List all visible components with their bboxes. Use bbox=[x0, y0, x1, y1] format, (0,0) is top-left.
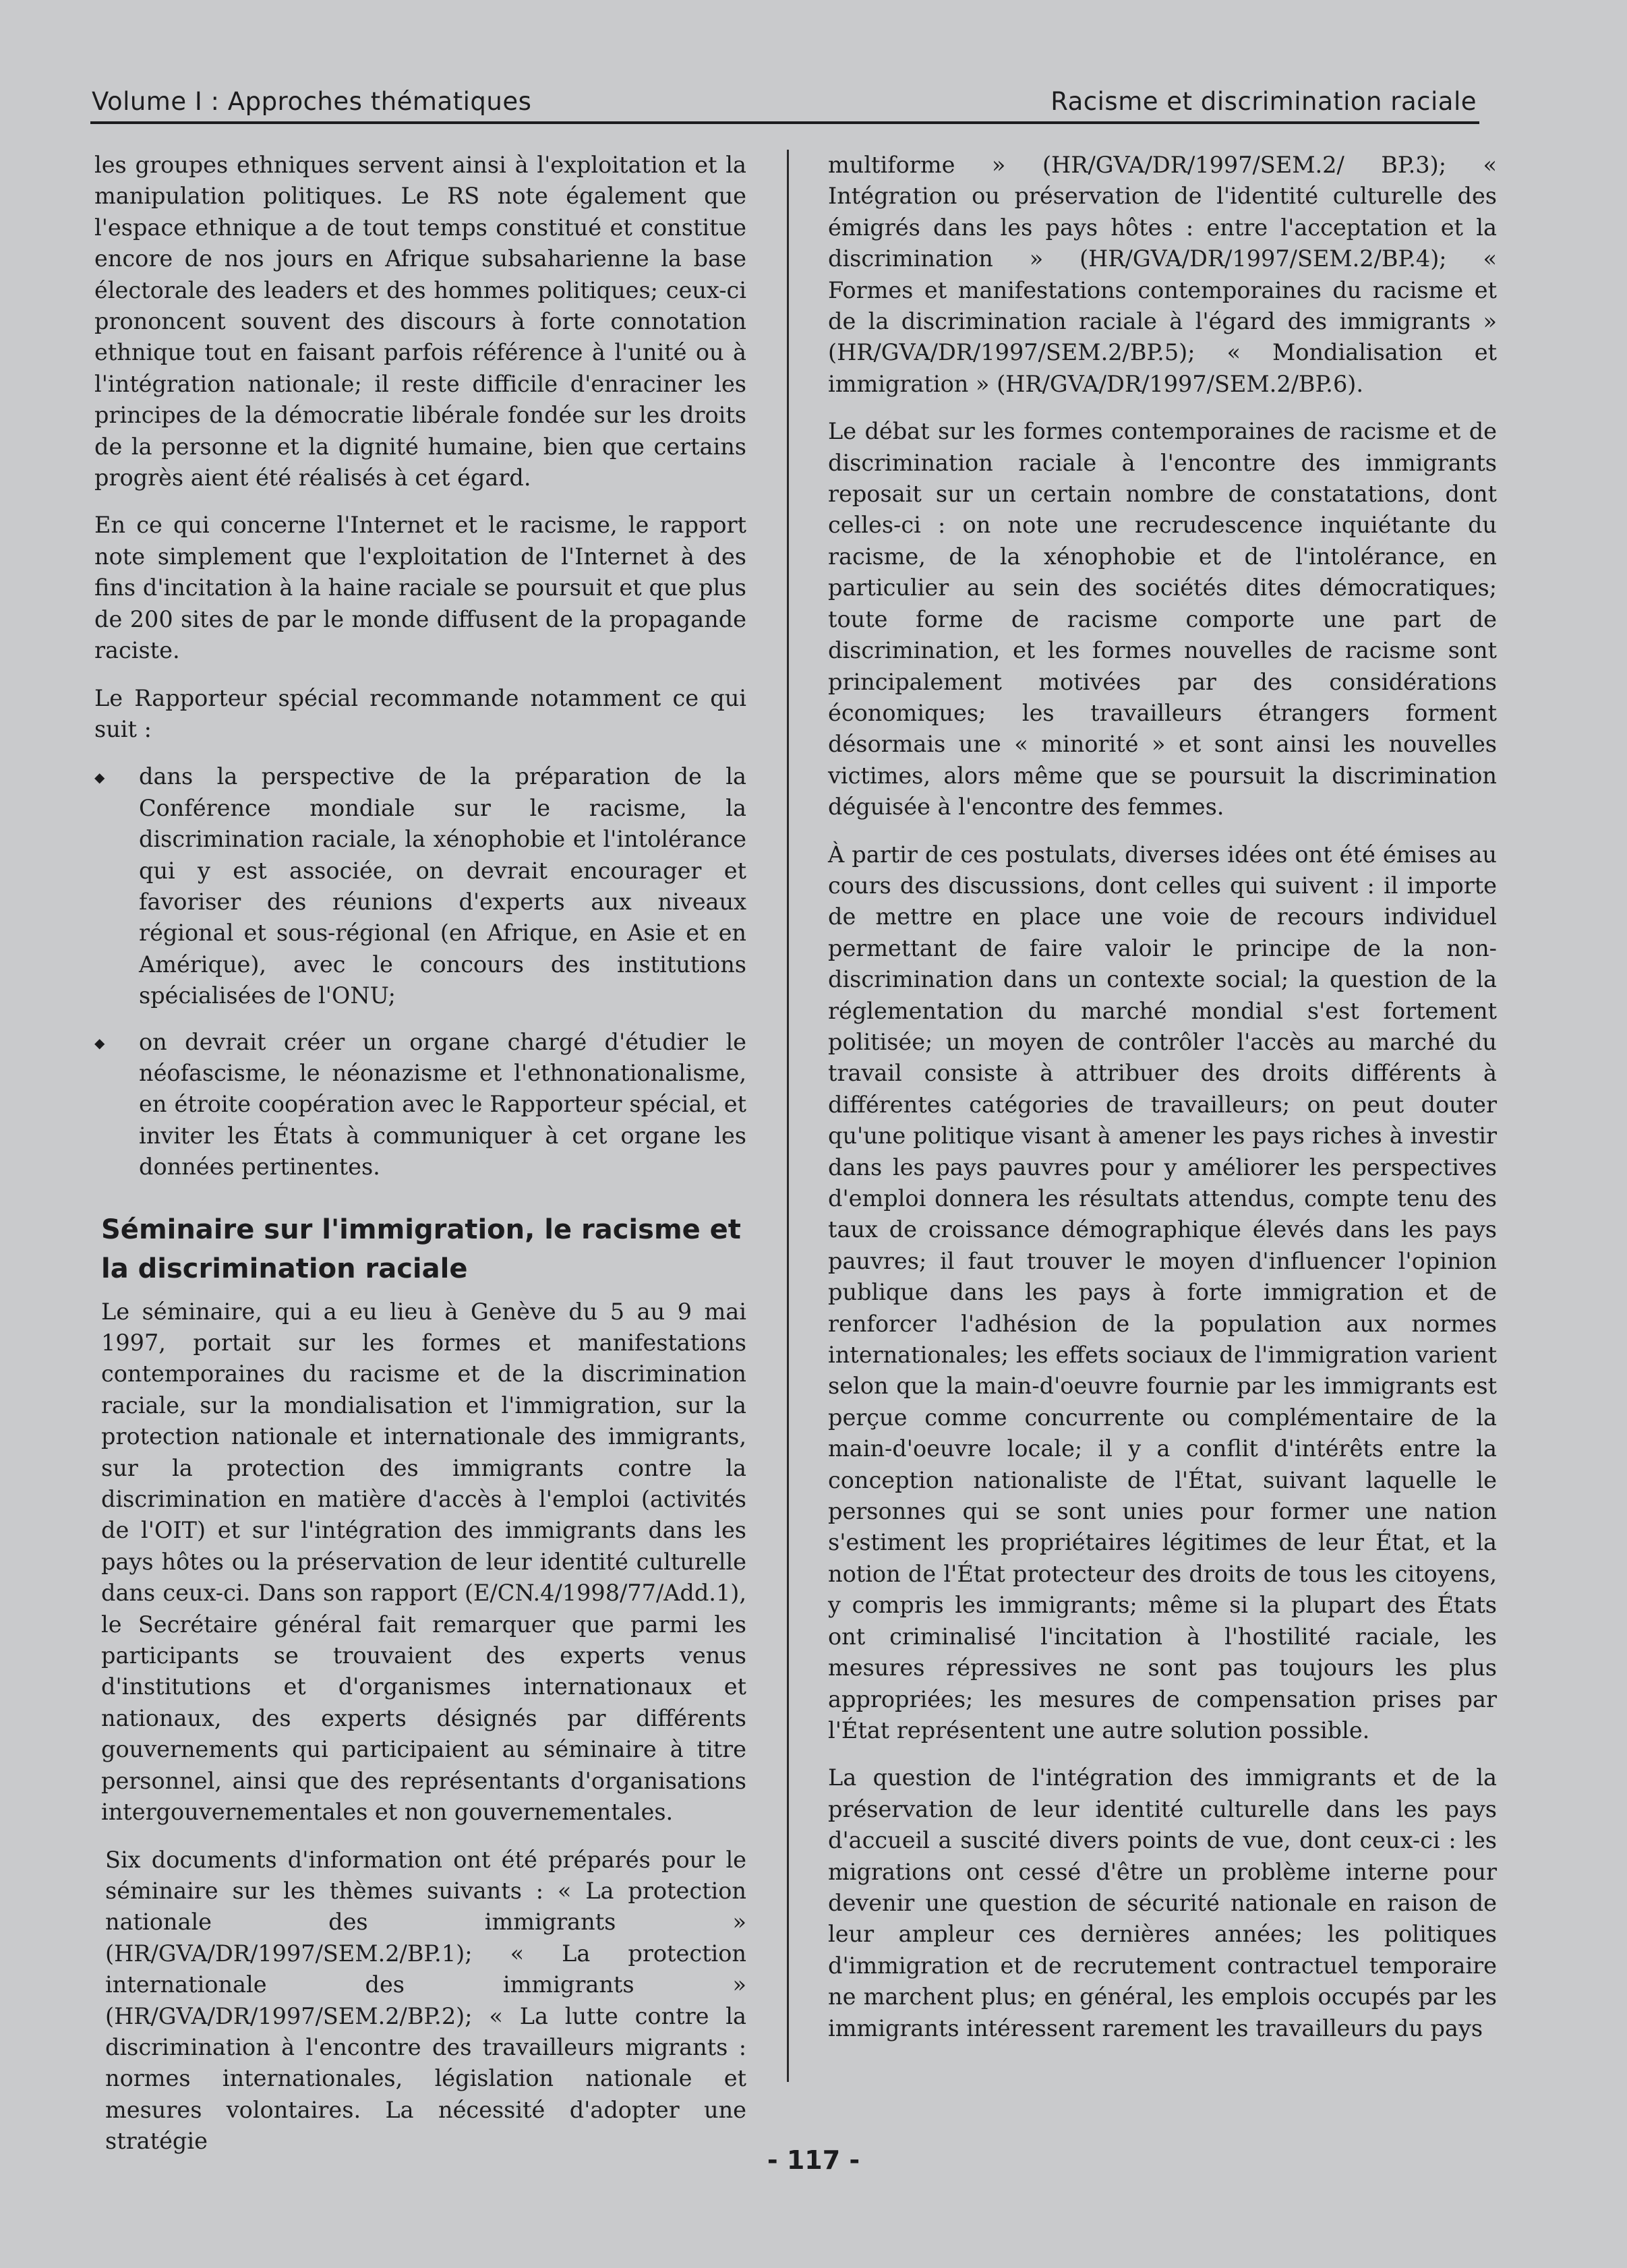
list-item-text: dans la perspective de la préparation de la Conférence mondiale sur le racisme, la discrimination raciale, la xénophobie et l'intolérance qui y est associée, on devrait encourager et favoriser des réunions d'experts aux niveaux régional et sous-régional (en Afrique, en Asie et en Amérique), avec le concours des institutions spécialisées de l'ONU; bbox=[139, 763, 746, 1009]
column-divider bbox=[787, 150, 789, 2082]
running-header bbox=[90, 67, 1479, 124]
diamond-bullet-icon: ◆ bbox=[94, 769, 105, 786]
right-column bbox=[828, 150, 1497, 2060]
header-volume-title: Volume I : Approches thématiques bbox=[92, 87, 532, 116]
list-item bbox=[94, 1027, 746, 1183]
paragraph: multiforme » (HR/GVA/DR/1997/SEM.2/ BP.3); « Intégration ou préservation de l'identité culturelle des émigrés dans les pays hôtes : entre l'acceptation et la discrimination » (HR/GVA/DR/1997/SEM.2/BP.4); « Formes et manifestations contemporaines du racisme et de la discrimination raciale à l'égard des immigrants » (HR/GVA/DR/1997/SEM.2/BP.5); « Mondialisation et immigration » (HR/GVA/DR/1997/SEM.2/BP.6). bbox=[828, 152, 1497, 397]
paragraph: Le séminaire, qui a eu lieu à Genève du 5 au 9 mai 1997, portait sur les formes et manifestations contemporaines du racisme et de la discrimination raciale, sur la mondialisation et l'immigration, sur la protection nationale et internationale des immigrants, sur la protection des immigrants contre la discrimination en matière d'accès à l'emploi (activités de l'OIT) et sur l'intégration des immigrants dans les pays hôtes ou la préservation de leur identité culturelle dans ceux-ci. Dans son rapport (E/CN.4/1998/77/Add.1), le Secrétaire général fait remarquer que parmi les participants se trouvaient des experts venus d'institutions et d'organismes internationaux et nationaux, des experts désignés par différents gouvernements qui participaient au séminaire à titre personnel, ainsi que des représentants d'organisations intergouvernementales et non gouvernementales. bbox=[101, 1298, 746, 1826]
recommendation-list bbox=[94, 761, 746, 1183]
diamond-bullet-icon: ◆ bbox=[94, 1034, 105, 1051]
page-number: - 117 - bbox=[767, 2145, 860, 2175]
paragraph: Le Rapporteur spécial recommande notamment ce qui suit : bbox=[94, 684, 746, 742]
list-item-text: on devrait créer un organe chargé d'étudier le néofascisme, le néonazisme et l'ethnonationalisme, en étroite coopération avec le Rapporteur spécial, et inviter les États à communiquer à cet organe les données pertinentes. bbox=[139, 1028, 746, 1181]
header-section-title: Racisme et discrimination raciale bbox=[1051, 87, 1477, 116]
paragraph: Le débat sur les formes contemporaines de racisme et de discrimination raciale à l'encontre des immigrants reposait sur un certain nombre de constatations, dont celles-ci : on note une recrudescence inquiétante du racisme, de la xénophobie et de l'intolérance, en particulier au sein des sociétés dites démocratiques; toute forme de racisme comporte une part de discrimination, et les formes nouvelles de racisme sont principalement motivées par des considérations économiques; les travailleurs étrangers forment désormais une « minorité » et sont ainsi les nouvelles victimes, alors même que se poursuit la discrimination déguisée à l'encontre des femmes. bbox=[828, 418, 1497, 820]
list-item bbox=[94, 761, 746, 1011]
left-column bbox=[94, 150, 746, 2174]
paragraph: Six documents d'information ont été préparés pour le séminaire sur les thèmes suivants : « La protection nationale des immigrants » (HR/GVA/DR/1997/SEM.2/BP.1); « La protection internationale des immigrants » (HR/GVA/DR/1997/SEM.2/BP.2); « La lutte contre la discrimination à l'encontre des travailleurs migrants : normes internationales, législation nationale et mesures volontaires. La nécessité d'adopter une stratégie bbox=[105, 1846, 746, 2155]
paragraph: En ce qui concerne l'Internet et le racisme, le rapport note simplement que l'exploitation de l'Internet à des fins d'incitation à la haine raciale se poursuit et que plus de 200 sites de par le monde diffusent de la propagande raciste. bbox=[94, 512, 746, 664]
paragraph: La question de l'intégration des immigrants et de la préservation de leur identité culturelle dans les pays d'accueil a suscité divers points de vue, dont ceux-ci : les migrations ont cessé d'être un problème interne pour devenir une question de sécurité nationale en raison de leur ampleur ces dernières années; les politiques d'immigration et de recrutement contractuel temporaire ne marchent plus; en général, les emplois occupés par les immigrants intéressent rarement les travailleurs du pays bbox=[828, 1764, 1497, 2041]
paragraph: les groupes ethniques servent ainsi à l'exploitation et la manipulation politiques. Le RS note également que l'espace ethnique a de tout temps constitué et constitue encore de nos jours en Afrique subsaharienne la base électorale des leaders et des hommes politiques; ceux-ci prononcent souvent des discours à forte connotation ethnique tout en faisant parfois référence à l'unité ou à l'intégration nationale; il reste difficile d'enraciner les principes de la démocratie libérale fondée sur les droits de la personne et la dignité humaine, bien que certains progrès aient été réalisés à cet égard. bbox=[94, 152, 746, 491]
section-heading: Séminaire sur l'immigration, le racisme et la discrimination raciale bbox=[101, 1214, 741, 1284]
paragraph: À partir de ces postulats, diverses idées ont été émises au cours des discussions, dont celles qui suivent : il importe de mettre en place une voie de recours individuel permettant de faire valoir le principe de la non-discrimination dans un contexte social; la question de la réglementation du marché mondial s'est fortement politisée; un moyen de contrôler l'accès au marché du travail consiste à attribuer des droits différents à différentes catégories de travailleurs; on peut douter qu'une politique visant à amener les pays riches à investir dans les pays pauvres pour y améliorer les perspectives d'emploi donnera les résultats attendus, compte tenu des taux de croissance démographique élevés dans les pays pauvres; il faut trouver le moyen d'influencer l'opinion publique dans les pays à forte immigration et de renforcer l'adhésion de la population aux normes internationales; les effets sociaux de l'immigration varient selon que la main-d'oeuvre fournie par les immigrants est perçue comme concurrente ou complémentaire de la main-d'oeuvre locale; il y a conflit d'intérêts entre la conception nationaliste de l'État, suivant laquelle le personnes qui se sont unies pour former une nation s'estiment les propriétaires légitimes de leur État, et la notion de l'État protecteur des droits de tous les citoyens, y compris les immigrants; même si la plupart des États ont criminalisé l'incitation à l'hostilité raciale, les mesures répressives ne sont pas toujours les plus appropriées; les mesures de compensation prises par l'État représentent une autre solution possible. bbox=[828, 841, 1497, 1743]
